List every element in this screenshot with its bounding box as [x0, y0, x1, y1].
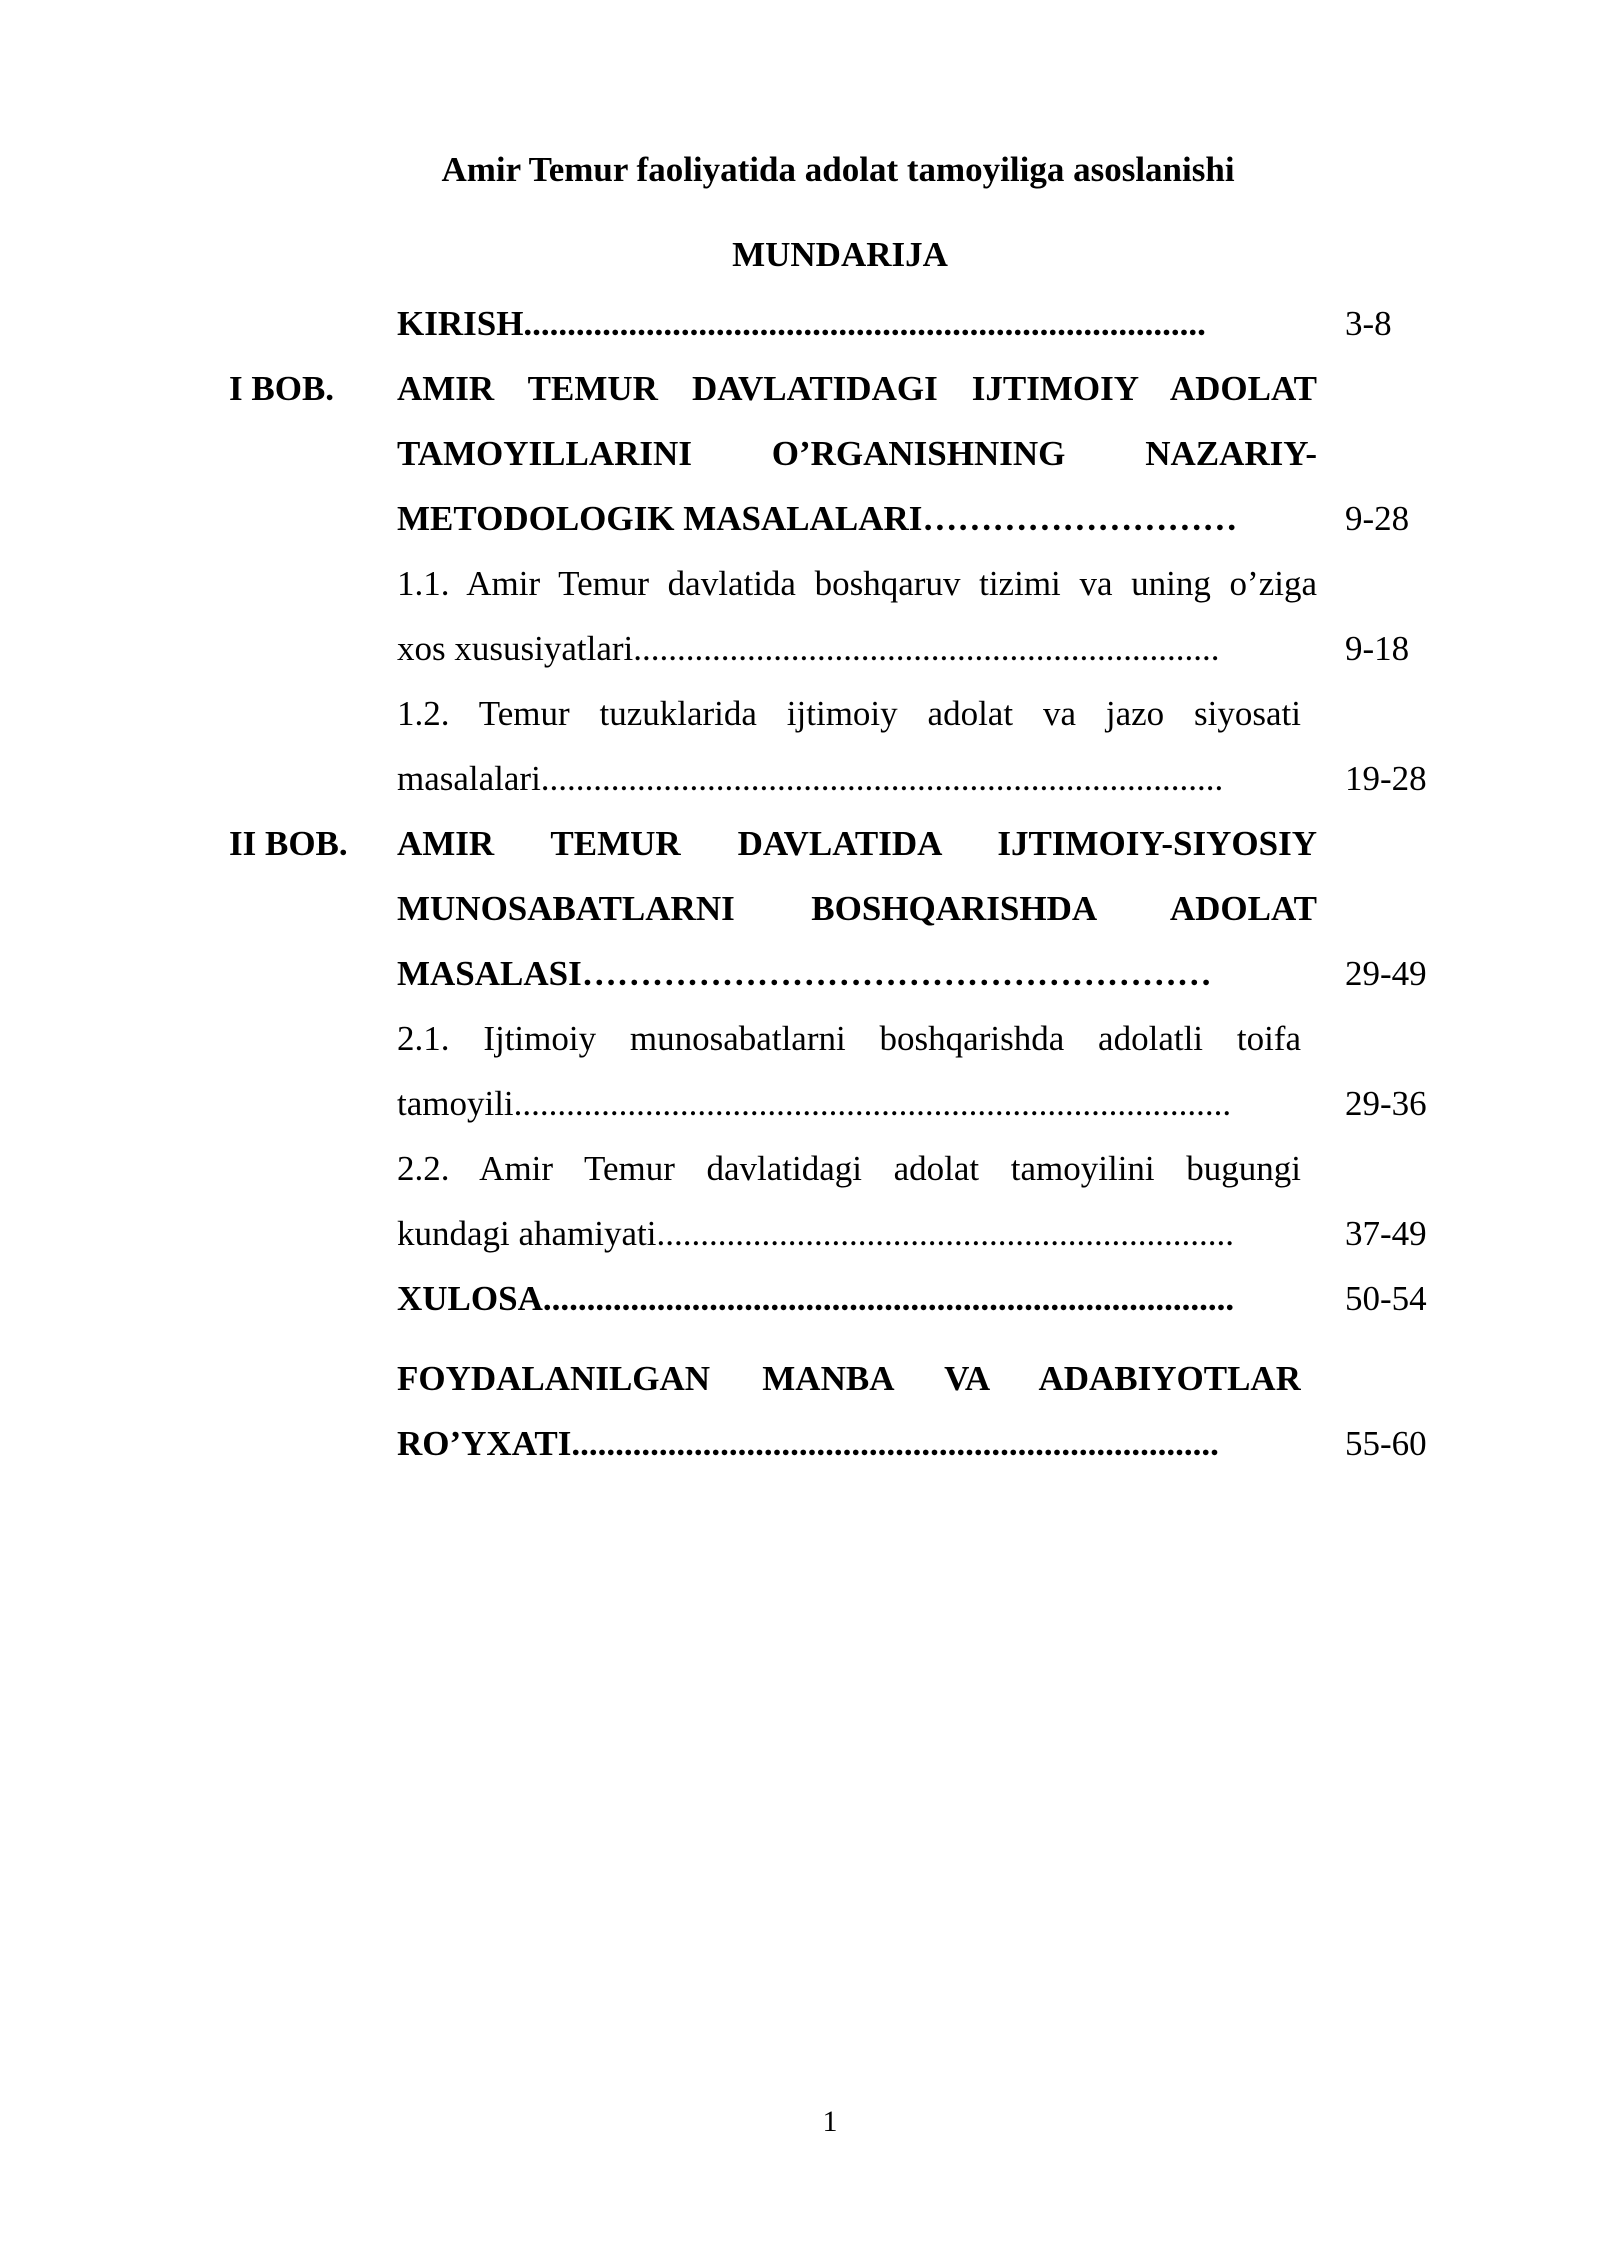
- chapter-2-label: II BOB.: [229, 824, 348, 863]
- chapter-1-pages: 9-28: [1345, 499, 1410, 538]
- section-1-2-line-1: 1.2. Temur tuzuklarida ijtimoiy adolat va jazo siyosati: [397, 694, 1301, 733]
- toc-conclusion-title: XULOSA...............................................................................: [397, 1279, 1235, 1318]
- toc-heading: MUNDARIJA: [732, 235, 948, 274]
- toc-references-line-1: FOYDALANILGAN MANBA VA ADABIYOTLAR: [397, 1359, 1301, 1398]
- section-1-2-line-2: masalalari..............................................................................: [397, 759, 1224, 798]
- section-2-1-line-1: 2.1. Ijtimoiy munosabatlarni boshqarishda adolatli toifa: [397, 1019, 1301, 1058]
- section-2-2-line-1: 2.2. Amir Temur davlatidagi adolat tamoyilini bugungi: [397, 1149, 1301, 1188]
- chapter-1-title-line-1: AMIR TEMUR DAVLATIDAGI IJTIMOIY ADOLAT: [397, 369, 1317, 408]
- document-title: Amir Temur faoliyatida adolat tamoyiliga asoslanishi: [441, 150, 1235, 189]
- chapter-2-title-line-2: MUNOSABATLARNI BOSHQARISHDA ADOLAT: [397, 889, 1317, 928]
- section-2-1-pages: 29-36: [1345, 1084, 1427, 1123]
- chapter-2-title-line-3: MASALASI………………………………………………: [397, 954, 1212, 993]
- toc-conclusion-pages: 50-54: [1345, 1279, 1427, 1318]
- section-1-2-pages: 19-28: [1345, 759, 1427, 798]
- toc-references-line-2: RO’YXATI..........................................................................: [397, 1424, 1219, 1463]
- chapter-1-title-line-3: METODOLOGIK MASALALARI………………………: [397, 499, 1238, 538]
- section-1-1-line-2: xos xususiyatlari...................................................................: [397, 629, 1220, 668]
- section-1-1-line-1: 1.1. Amir Temur davlatida boshqaruv tizimi va uning o’ziga: [397, 564, 1317, 603]
- section-2-2-pages: 37-49: [1345, 1214, 1427, 1253]
- chapter-2-pages: 29-49: [1345, 954, 1427, 993]
- toc-references-pages: 55-60: [1345, 1424, 1427, 1463]
- section-2-1-line-2: tamoyili..................................................................................: [397, 1084, 1232, 1123]
- section-2-2-line-2: kundagi ahamiyati..................................................................: [397, 1214, 1235, 1253]
- chapter-1-title-line-2: TAMOYILLARINI O’RGANISHNING NAZARIY-: [397, 434, 1317, 473]
- toc-intro-pages: 3-8: [1345, 304, 1392, 343]
- chapter-1-label: I BOB.: [229, 369, 335, 408]
- page-number: 1: [822, 2105, 838, 2138]
- section-1-1-pages: 9-18: [1345, 629, 1410, 668]
- toc-intro-title: KIRISH..............................................................................: [397, 304, 1206, 343]
- chapter-2-title-line-1: AMIR TEMUR DAVLATIDA IJTIMOIY-SIYOSIY: [397, 824, 1317, 863]
